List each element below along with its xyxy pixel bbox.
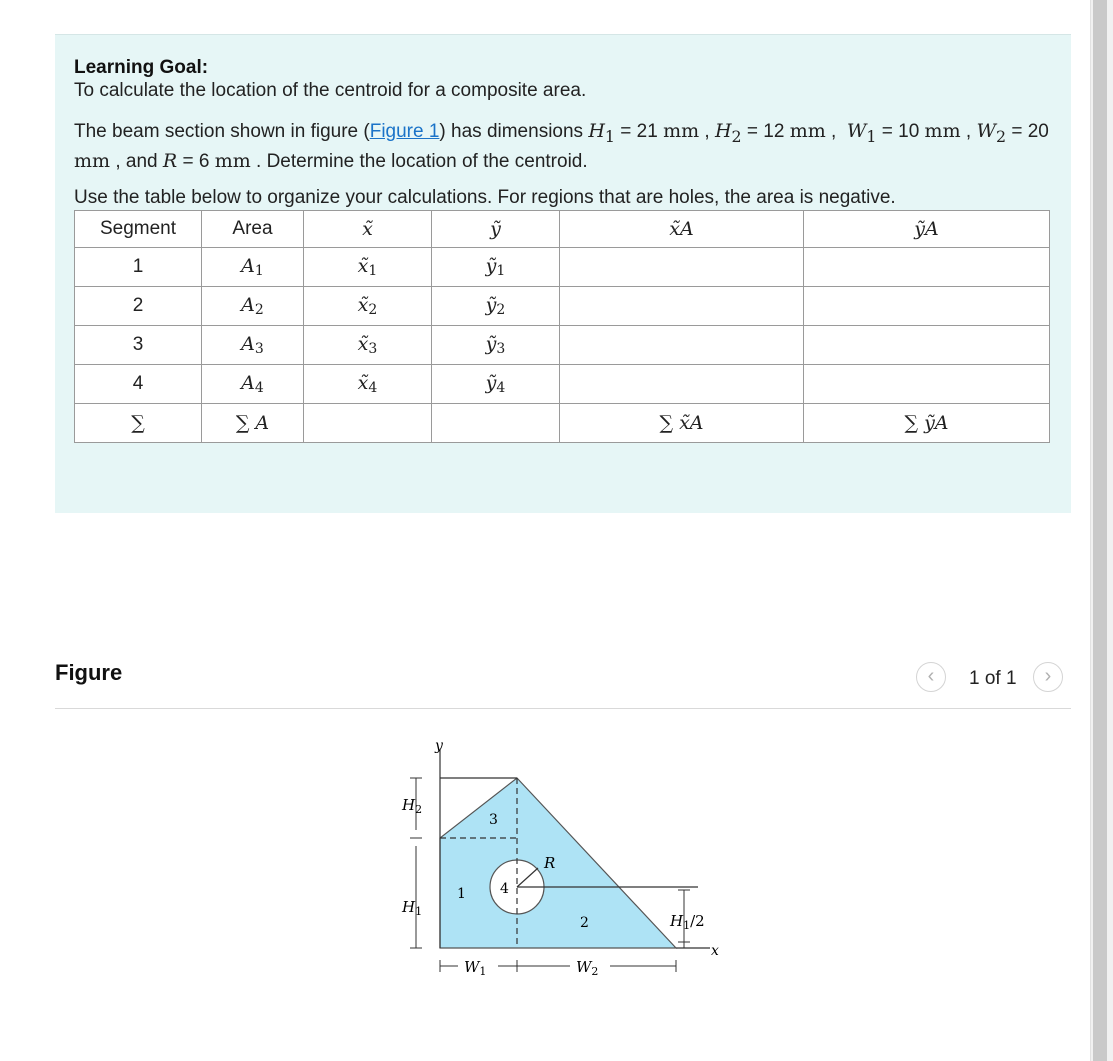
figure-link[interactable]: Figure 1 bbox=[369, 121, 440, 142]
figure-pager bbox=[916, 662, 1071, 694]
ya-cell bbox=[804, 287, 1050, 326]
header-x-tilde: x̃ bbox=[304, 211, 432, 248]
x-cell: $x̃_1$ bbox=[304, 248, 432, 287]
area-cell: $A_3$ bbox=[202, 326, 304, 365]
problem-intro: The beam section shown in figure ( bbox=[74, 121, 370, 142]
table-row bbox=[75, 365, 1050, 404]
table-header-row bbox=[75, 211, 1050, 248]
ya-cell bbox=[804, 248, 1050, 287]
area-cell: $A_4$ bbox=[202, 365, 304, 404]
area-cell: $A_2$ bbox=[202, 287, 304, 326]
segment-cell: 4 bbox=[75, 365, 202, 404]
segment-cell: 1 bbox=[75, 248, 202, 287]
ya-cell bbox=[804, 326, 1050, 365]
w1-dimension: $W_1$ bbox=[846, 120, 877, 146]
y-cell: ỹ$_3$ bbox=[432, 326, 560, 365]
radius-label: R bbox=[544, 854, 556, 872]
y-cell: ỹ$_2$ bbox=[432, 287, 560, 326]
y-axis-label: y bbox=[435, 738, 443, 754]
problem-mid: ) has dimensions bbox=[439, 121, 589, 142]
w2-dimension: $W_2$ bbox=[976, 120, 1007, 146]
table-row bbox=[75, 248, 1050, 287]
segment-2-label: 2 bbox=[580, 915, 589, 931]
chevron-right-icon: › bbox=[1044, 665, 1052, 687]
table-row bbox=[75, 326, 1050, 365]
learning-goal-panel bbox=[55, 34, 1071, 513]
beam-section-figure bbox=[380, 730, 740, 990]
sum-xa-cell: ∑ x̃A bbox=[560, 404, 804, 443]
header-y-tilde: ỹ bbox=[432, 211, 560, 248]
xa-cell bbox=[560, 365, 804, 404]
w2-label: $W_2$ bbox=[576, 958, 599, 978]
header-ya: ỹA bbox=[804, 211, 1050, 248]
sum-x-cell bbox=[304, 404, 432, 443]
learning-goal-text: To calculate the location of the centroid for a composite area. bbox=[74, 80, 587, 101]
x-cell: $x̃_2$ bbox=[304, 287, 432, 326]
learning-goal-title: Learning Goal: bbox=[74, 57, 209, 78]
xa-cell bbox=[560, 287, 804, 326]
next-figure-button[interactable] bbox=[1033, 662, 1063, 692]
prev-figure-button[interactable] bbox=[916, 662, 946, 692]
sum-y-cell bbox=[432, 404, 560, 443]
h1-label: $H_1$ bbox=[402, 898, 423, 918]
centroid-calc-table bbox=[74, 210, 1050, 443]
segment-1-label: 1 bbox=[457, 886, 466, 902]
h2-dimension: $H_2$ bbox=[714, 120, 742, 146]
area-cell: $A_1$ bbox=[202, 248, 304, 287]
header-area: Area bbox=[202, 211, 304, 248]
scrollbar-thumb[interactable] bbox=[1093, 0, 1107, 1061]
table-sum-row bbox=[75, 404, 1050, 443]
segment-3-label: 3 bbox=[489, 812, 498, 828]
segment-4-label: 4 bbox=[500, 881, 509, 897]
chevron-left-icon: ‹ bbox=[927, 665, 935, 687]
table-instructions: Use the table below to organize your calculations. For regions that are holes, the area is negative. bbox=[74, 187, 896, 208]
x-cell: $x̃_4$ bbox=[304, 365, 432, 404]
y-cell: ỹ$_4$ bbox=[432, 365, 560, 404]
problem-statement: The beam section shown in figure (Figure 1) has dimensions $H_1 = 21$ mm , $H_2 = 12$ mm , $W_1 = 10$ mm , $W_2 = 20$ mm , and R = 6 mm . Determine the location of the centroid. bbox=[74, 120, 1049, 172]
x-cell: $x̃_3$ bbox=[304, 326, 432, 365]
w1-label: $W_1$ bbox=[464, 958, 487, 978]
xa-cell bbox=[560, 248, 804, 287]
y-cell: ỹ$_1$ bbox=[432, 248, 560, 287]
header-segment: Segment bbox=[75, 211, 202, 248]
h1-half-label: $H_1/2$ bbox=[670, 912, 705, 932]
ya-cell bbox=[804, 365, 1050, 404]
sum-area-cell: ∑ A bbox=[202, 404, 304, 443]
sum-ya-cell: ∑ ỹA bbox=[804, 404, 1050, 443]
segment-cell: 3 bbox=[75, 326, 202, 365]
h2-label: $H_2$ bbox=[402, 796, 423, 816]
table-row bbox=[75, 287, 1050, 326]
h1-dimension: $H_1$ bbox=[588, 120, 615, 146]
sum-symbol-cell: ∑ bbox=[75, 404, 202, 443]
figure-heading: Figure bbox=[55, 660, 123, 685]
r-dimension: R bbox=[162, 149, 178, 172]
segment-cell: 2 bbox=[75, 287, 202, 326]
x-axis-label: x bbox=[711, 943, 719, 959]
page-count: 1 of 1 bbox=[969, 668, 1017, 689]
xa-cell bbox=[560, 326, 804, 365]
header-xa: x̃A bbox=[560, 211, 804, 248]
beam-section-shape bbox=[440, 778, 676, 948]
figure-divider bbox=[55, 708, 1071, 709]
